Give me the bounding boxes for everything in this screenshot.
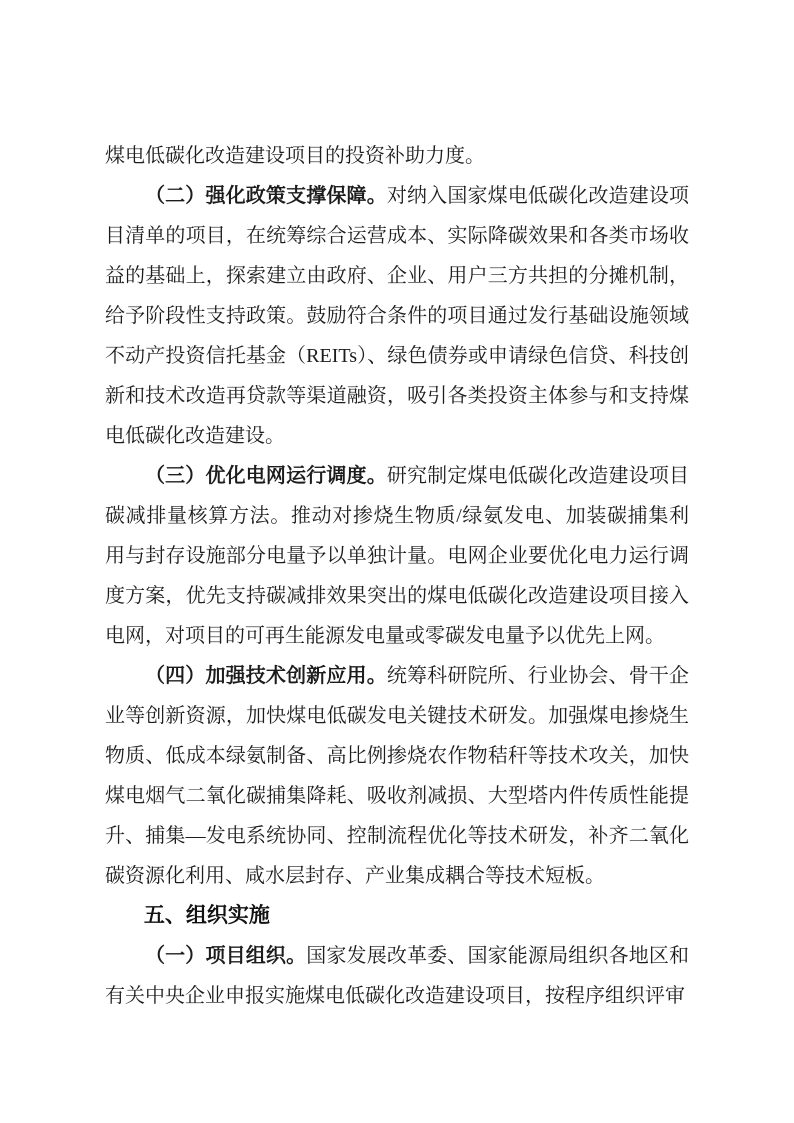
document-content	[105, 136, 689, 1016]
paragraph-lead: （二）强化政策支撑保障。	[145, 185, 387, 207]
paragraph-text: 国家发展改革委、国家能源局组织各地区和有关中央企业申报实施煤电低碳化改造建设项目，按程序组织评审	[105, 945, 690, 1007]
paragraph	[105, 936, 689, 1016]
paragraph-text: 对纳入国家煤电低碳化改造建设项目清单的项目，在统筹综合运营成本、实际降碳效果和各类市场收益的基础上，探索建立由政府、企业、用户三方共担的分摊机制，给予阶段性支持政策。鼓励符合条件的项目通过发行基础设施领域不动产投资信托基金（REITs）、绿色债券或申请绿色信贷、科技创新和技术改造再贷款等渠道融资，吸引各类投资主体参与和支持煤电低碳化改造建设。	[105, 185, 690, 447]
paragraph-lead: （三）优化电网运行调度。	[145, 465, 387, 487]
paragraph-text: 研究制定煤电低碳化改造建设项目碳减排量核算方法。推动对掺烧生物质/绿氨发电、加装碳捕集利用与封存设施部分电量予以单独计量。电网企业要优化电力运行调度方案，优先支持碳减排效果突出的煤电低碳化改造建设项目接入电网，对项目的可再生能源发电量或零碳发电量予以优先上网。	[105, 465, 690, 647]
paragraph	[105, 176, 689, 456]
paragraph	[105, 456, 689, 656]
paragraph-lead: （四）加强技术创新应用。	[145, 665, 387, 687]
paragraph: 煤电低碳化改造建设项目的投资补助力度。	[105, 145, 485, 167]
section-heading: 五、组织实施	[143, 904, 270, 927]
paragraph	[105, 656, 689, 896]
paragraph-text: 统筹科研院所、行业协会、骨干企业等创新资源，加快煤电低碳发电关键技术研发。加强煤电掺烧生物质、低成本绿氨制备、高比例掺烧农作物秸秆等技术攻关，加快煤电烟气二氧化碳捕集降耗、吸收剂减损、大型塔内件传质性能提升、捕集—发电系统协同、控制流程优化等技术研发，补齐二氧化碳资源化利用、咸水层封存、产业集成耦合等技术短板。	[105, 665, 690, 887]
paragraph-lead: （一）项目组织。	[145, 945, 307, 967]
